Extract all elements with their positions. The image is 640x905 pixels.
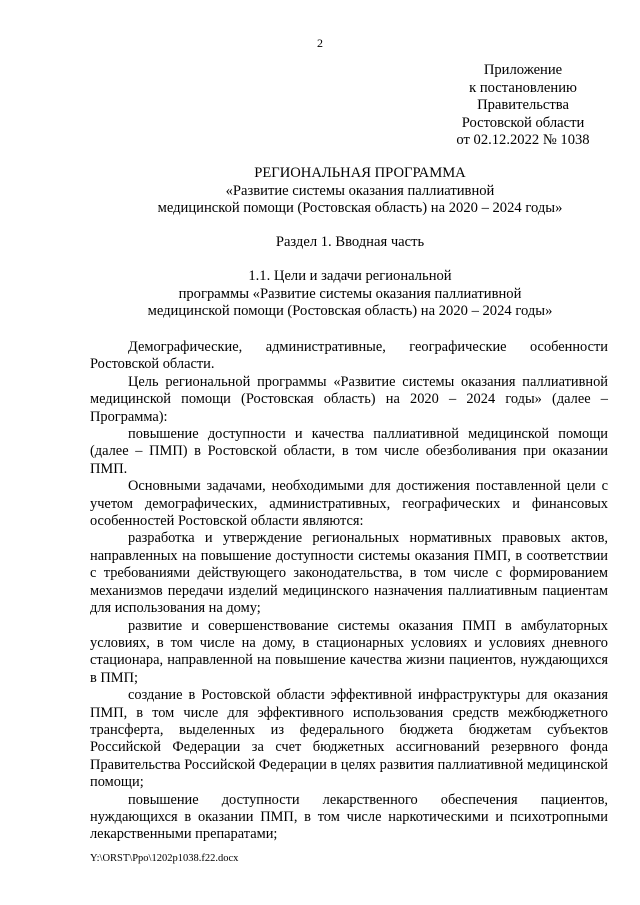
approval-line: Ростовской области bbox=[461, 114, 585, 131]
subsection-heading bbox=[50, 268, 640, 321]
paragraph: Основными задачами, необходимыми для достижения поставленной цели с учетом демографических, административных, географических и финансовых особенностей Ростовской области являются: bbox=[90, 478, 608, 530]
program-title bbox=[60, 165, 640, 218]
subsection-heading-line: 1.1. Цели и задачи региональной bbox=[248, 268, 452, 284]
paragraph: создание в Ростовской области эффективной инфраструктуры для оказания ПМП, в том числе для эффективного использования средств межбюджетного трансферта, выделенных из федерального бюджета бюджетам субъектов Российской Федерации за счет бюджетных ассигнований резервного фонда Правительства Российской Федерации в целях развития паллиативной медицинской помощи; bbox=[90, 687, 608, 791]
paragraph: развитие и совершенствование системы оказания ПМП в амбулаторных условиях, в том числе на дому, в стационарных условиях и условиях дневного стационара, направленной на повышение качества жизни пациентов, нуждающихся в ПМП; bbox=[90, 617, 608, 686]
paragraph: повышение доступности и качества паллиативной медицинской помощи (далее – ПМП) в Ростовской области, в том числе обезболивания при оказании ПМП. bbox=[90, 426, 608, 477]
approval-line: Правительства bbox=[477, 97, 569, 114]
program-title-line: РЕГИОНАЛЬНАЯ ПРОГРАММА bbox=[254, 165, 466, 181]
section-heading: Раздел 1. Вводная часть bbox=[275, 234, 425, 250]
paragraph: разработка и утверждение региональных нормативных правовых актов, направленных на повышение доступности системы оказания ПМП, в соответствии с требованиями действующего законодательства, в том числе с формированием механизмов передачи изделий медицинского назначения паллиативным пациентам для использования на дому; bbox=[90, 530, 608, 617]
paragraph: Цель региональной программы «Развитие системы оказания паллиативной медицинской помощи (Ростовская область) на 2020 – 2024 годы» (далее – Программа): bbox=[90, 373, 608, 425]
paragraph: Демографические, административные, географические особенности Ростовской области. bbox=[90, 339, 608, 373]
subsection-heading-line: медицинской помощи (Ростовская область) на 2020 – 2024 годы» bbox=[147, 303, 553, 320]
approval-line: от 02.12.2022 № 1038 bbox=[456, 132, 590, 149]
page-number: 2 bbox=[317, 36, 323, 50]
program-title-line: медицинской помощи (Ростовская область) на 2020 – 2024 годы» bbox=[157, 200, 563, 217]
approval-line: к постановлению bbox=[469, 79, 577, 96]
subsection-heading-line: программы «Развитие системы оказания паллиативной bbox=[178, 285, 522, 302]
approval-line: Приложение bbox=[483, 62, 563, 78]
program-title-line: «Развитие системы оказания паллиативной bbox=[225, 182, 495, 199]
footer-file-path: Y:\ORST\Ppo\1202p1038.f22.docx bbox=[90, 853, 239, 864]
paragraph: повышение доступности лекарственного обеспечения пациентов, нуждающихся в оказании ПМП, в том числе наркотическими и психотропными лекарственными препаратами; bbox=[90, 791, 608, 843]
body-text bbox=[90, 339, 608, 844]
approval-block bbox=[428, 62, 618, 150]
